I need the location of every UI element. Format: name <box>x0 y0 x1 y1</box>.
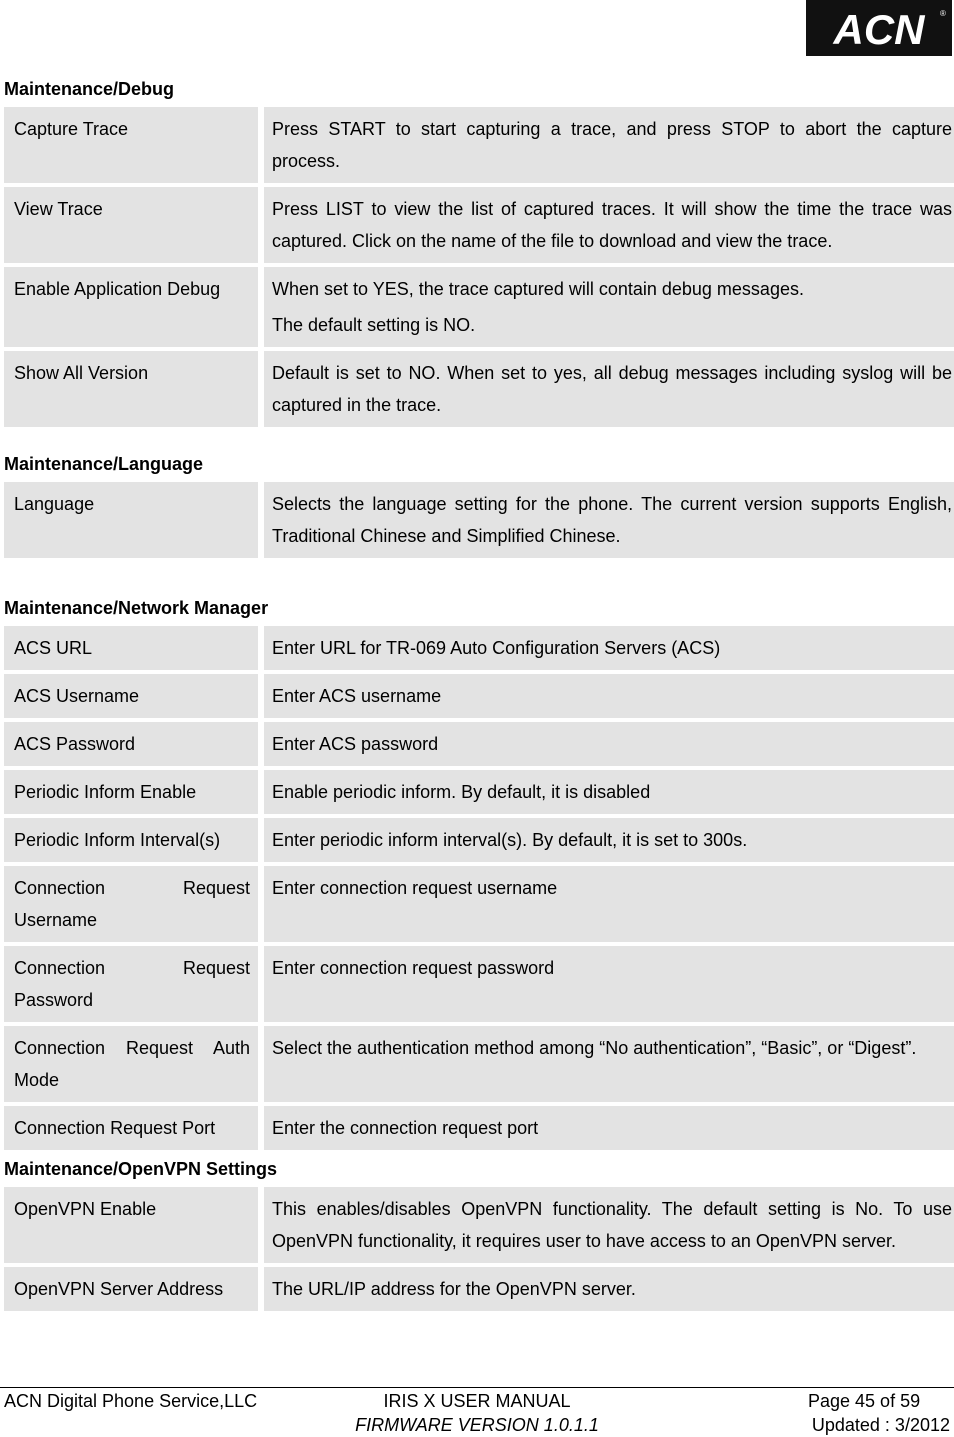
row-label: OpenVPN Server Address <box>4 1267 258 1311</box>
row-label: OpenVPN Enable <box>4 1187 258 1263</box>
table-row <box>4 946 954 1022</box>
svg-text:®: ® <box>940 9 946 18</box>
row-label: ACS Password <box>4 722 258 766</box>
table-row <box>4 482 954 558</box>
row-description: This enables/disables OpenVPN functionality. The default setting is No. To use OpenVPN functionality, it requires user to have access to an OpenVPN server. <box>264 1187 954 1263</box>
footer-company: ACN Digital Phone Service,LLC <box>4 1391 258 1411</box>
acn-logo-text: ACN <box>833 6 925 52</box>
row-description: Enter ACS password <box>264 722 954 766</box>
row-label: Periodic Inform Interval(s) <box>4 818 258 862</box>
row-description: Enter periodic inform interval(s). By default, it is set to 300s. <box>264 818 954 862</box>
row-label: Show All Version <box>4 351 258 427</box>
acn-logo <box>806 0 952 56</box>
row-label: Capture Trace <box>4 107 258 183</box>
row-description: Select the authentication method among “No authentication”, “Basic”, or “Digest”. <box>264 1026 954 1102</box>
table-row <box>4 1026 954 1102</box>
section-title: Maintenance/OpenVPN Settings <box>4 1159 278 1179</box>
row-label: View Trace <box>4 187 258 263</box>
table-row <box>4 866 954 942</box>
table-row <box>4 770 954 814</box>
table-row <box>4 1187 954 1263</box>
table-row <box>4 267 954 347</box>
row-description: Selects the language setting for the phone. The current version supports English, Traditional Chinese and Simplified Chinese. <box>264 482 954 558</box>
row-description: Enter connection request password <box>264 946 954 1022</box>
row-description: Enable periodic inform. By default, it is disabled <box>264 770 954 814</box>
row-label: Connection Request Port <box>4 1106 258 1150</box>
section-network-manager <box>4 596 954 1154</box>
acn-logo-mark <box>809 4 949 52</box>
table-row <box>4 351 954 427</box>
section-title: Maintenance/Network Manager <box>4 598 269 618</box>
row-label: Connection Request Password <box>4 946 258 1022</box>
row-label: ACS URL <box>4 626 258 670</box>
row-description: Enter ACS username <box>264 674 954 718</box>
page-footer <box>0 1387 954 1435</box>
row-description: Press START to start capturing a trace, and press STOP to abort the capture process. <box>264 107 954 183</box>
row-label: Enable Application Debug <box>4 267 258 347</box>
row-description: The URL/IP address for the OpenVPN server. <box>264 1267 954 1311</box>
footer-firmware: FIRMWARE VERSION 1.0.1.1 <box>355 1415 599 1435</box>
table-row <box>4 187 954 263</box>
section-title: Maintenance/Debug <box>4 79 175 99</box>
footer-updated: Updated : 3/2012 <box>811 1415 950 1435</box>
section-debug <box>4 77 954 431</box>
row-description: Enter connection request username <box>264 866 954 942</box>
table-row <box>4 626 954 670</box>
row-label: Periodic Inform Enable <box>4 770 258 814</box>
row-description: Default is set to NO. When set to yes, all debug messages including syslog will be captured in the trace. <box>264 351 954 427</box>
row-description: Enter the connection request port <box>264 1106 954 1150</box>
table-row <box>4 722 954 766</box>
table-row <box>4 107 954 183</box>
row-label: Connection Request Auth Mode <box>4 1026 258 1102</box>
section-language <box>4 452 954 562</box>
section-title: Maintenance/Language <box>4 454 204 474</box>
row-description: When set to YES, the trace captured will contain debug messages. The default setting is NO. <box>264 267 954 347</box>
section-openvpn <box>4 1157 954 1315</box>
table-row <box>4 674 954 718</box>
row-label: ACS Username <box>4 674 258 718</box>
table-row <box>4 1106 954 1150</box>
row-label: Language <box>4 482 258 558</box>
row-description: Press LIST to view the list of captured traces. It will show the time the trace was captured. Click on the name of the file to download and view the trace. <box>264 187 954 263</box>
footer-manual-title: IRIS X USER MANUAL <box>383 1391 571 1411</box>
table-row <box>4 818 954 862</box>
footer-page-number: Page 45 of 59 <box>808 1391 921 1411</box>
row-description: Enter URL for TR-069 Auto Configuration Servers (ACS) <box>264 626 954 670</box>
row-label: Connection Request Username <box>4 866 258 942</box>
table-row <box>4 1267 954 1311</box>
